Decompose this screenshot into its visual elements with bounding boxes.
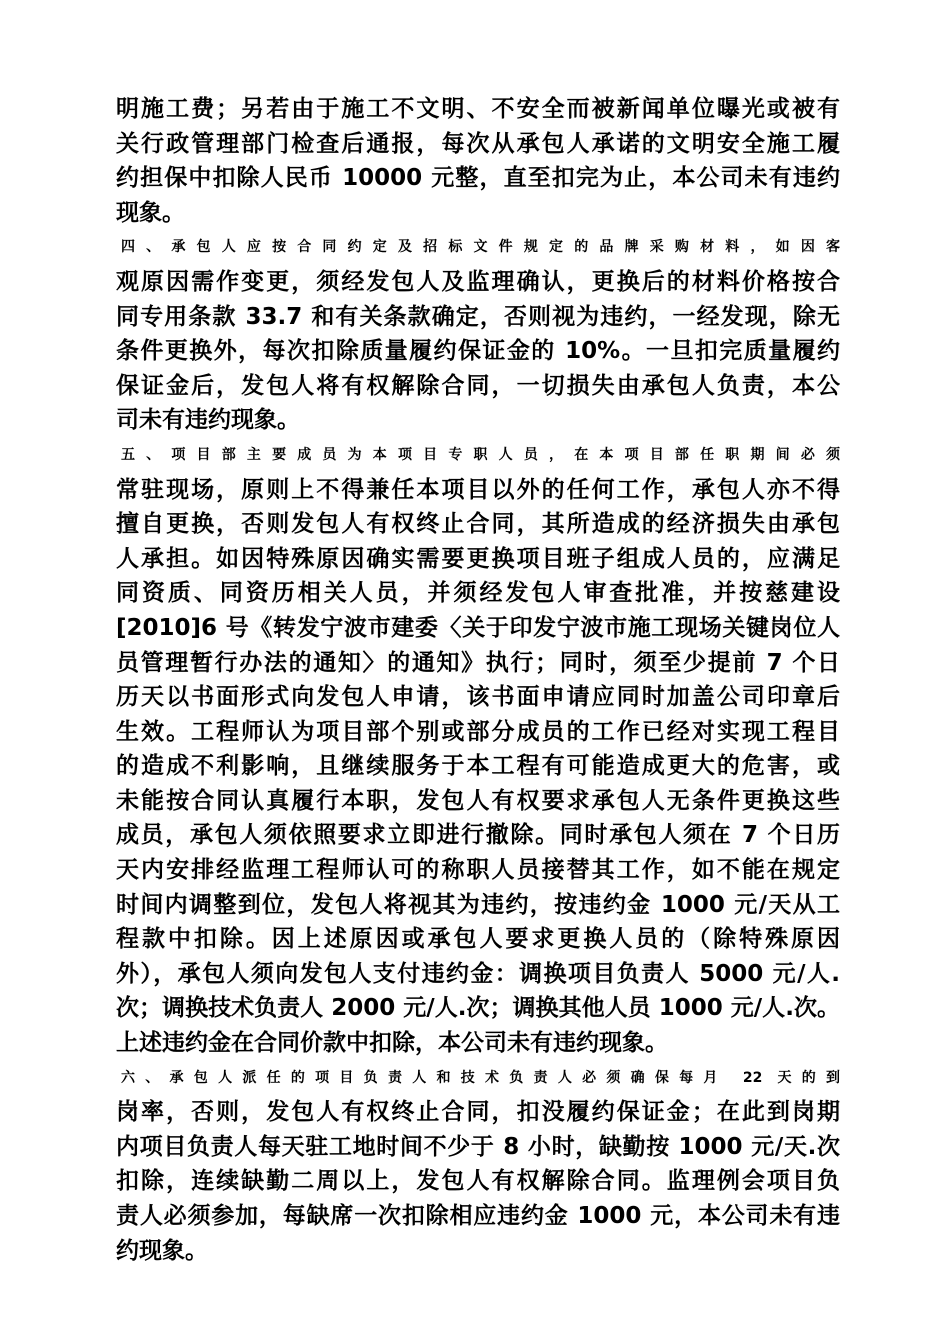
text-line: 观原因需作变更，须经发包人及监理确认，更换后的材料价格按合 <box>116 268 840 295</box>
text-line: [2010]6 号《转发宁波市建委〈关于印发宁波市施工现场关键岗位人 <box>116 614 840 641</box>
text-line: 同专用条款 33.7 和有关条款确定，否则视为违约，一经发现，除无 <box>116 303 840 330</box>
text-line: 四、承包人应按合同约定及招标文件规定的品牌采购材料，如因客 <box>121 239 840 256</box>
text-line: 责人必须参加，每缺席一次扣除相应违约金 1000 元，本公司未有违 <box>116 1203 840 1229</box>
text-line: 擅自更换，否则发包人有权终止合同，其所造成的经济损失由承包 <box>116 511 840 538</box>
text-line: 历天以书面形式向发包人申请，该书面申请应同时加盖公司印章后 <box>116 684 840 711</box>
text-line: 条件更换外，每次扣除质量履约保证金的 10%。一旦扣完质量履约 <box>116 338 840 365</box>
text-line: 的造成不利影响，且继续服务于本工程有可能造成更大的危害，或 <box>116 753 840 780</box>
text-line: 关行政管理部门检查后通报，每次从承包人承诺的文明安全施工履 <box>116 130 840 157</box>
text-line: 约现象。 <box>116 1237 208 1264</box>
text-line: 生效。工程师认为项目部个别或部分成员的工作已经对实现工程目 <box>116 718 840 745</box>
text-line: 上述违约金在合同价款中扣除，本公司未有违约现象。 <box>116 1030 668 1057</box>
text-line: 员管理暂行办法的通知〉的通知》执行；同时，须至少提前 7 个日 <box>116 649 840 676</box>
text-line: 保证金后，发包人将有权解除合同，一切损失由承包人负责，本公 <box>116 372 840 399</box>
text-line: 时间内调整到位，发包人将视其为违约，按违约金 1000 元/天从工 <box>116 891 840 918</box>
text-line: 六、承包人派任的项目负责人和技术负责人必须确保每月 22 天的到 <box>121 1069 840 1086</box>
text-line: 现象。 <box>116 199 185 226</box>
text-line: 人承担。如因特殊原因确实需要更换项目班子组成人员的，应满足 <box>116 545 840 572</box>
text-line: 天内安排经监理工程师认可的称职人员接替其工作，如不能在规定 <box>116 857 840 884</box>
text-line: 同资质、同资历相关人员，并须经发包人审查批准，并按慈建设 <box>116 580 840 607</box>
text-line: 司未有违约现象。 <box>116 407 300 434</box>
text-line: 明施工费；另若由于施工不文明、不安全而被新闻单位曝光或被有 <box>116 96 840 122</box>
document-body <box>116 92 840 1268</box>
text-line: 扣除，连续缺勤二周以上，发包人有权解除合同。监理例会项目负 <box>116 1168 840 1195</box>
text-line: 外），承包人须向发包人支付违约金：调换项目负责人 5000 元/人. <box>116 960 840 987</box>
text-line: 岗率，否则，发包人有权终止合同，扣没履约保证金；在此到岗期 <box>116 1099 840 1126</box>
text-line: 内项目负责人每天驻工地时间不少于 8 小时，缺勤按 1000 元/天.次 <box>116 1133 840 1160</box>
text-line: 成员，承包人须依照要求立即进行撤除。同时承包人须在 7 个日历 <box>116 822 840 849</box>
text-line: 五、项目部主要成员为本项目专职人员，在本项目部任职期间必须 <box>121 446 840 463</box>
text-line: 常驻现场，原则上不得兼任本项目以外的任何工作，承包人亦不得 <box>116 476 840 503</box>
text-line: 程款中扣除。因上述原因或承包人要求更换人员的（除特殊原因 <box>116 926 840 953</box>
text-line: 未能按合同认真履行本职，发包人有权要求承包人无条件更换这些 <box>116 787 840 814</box>
text-line: 约担保中扣除人民币 10000 元整，直至扣完为止，本公司未有违约 <box>116 165 840 192</box>
text-line: 次；调换技术负责人 2000 元/人.次；调换其他人员 1000 元/人.次。 <box>116 995 840 1022</box>
